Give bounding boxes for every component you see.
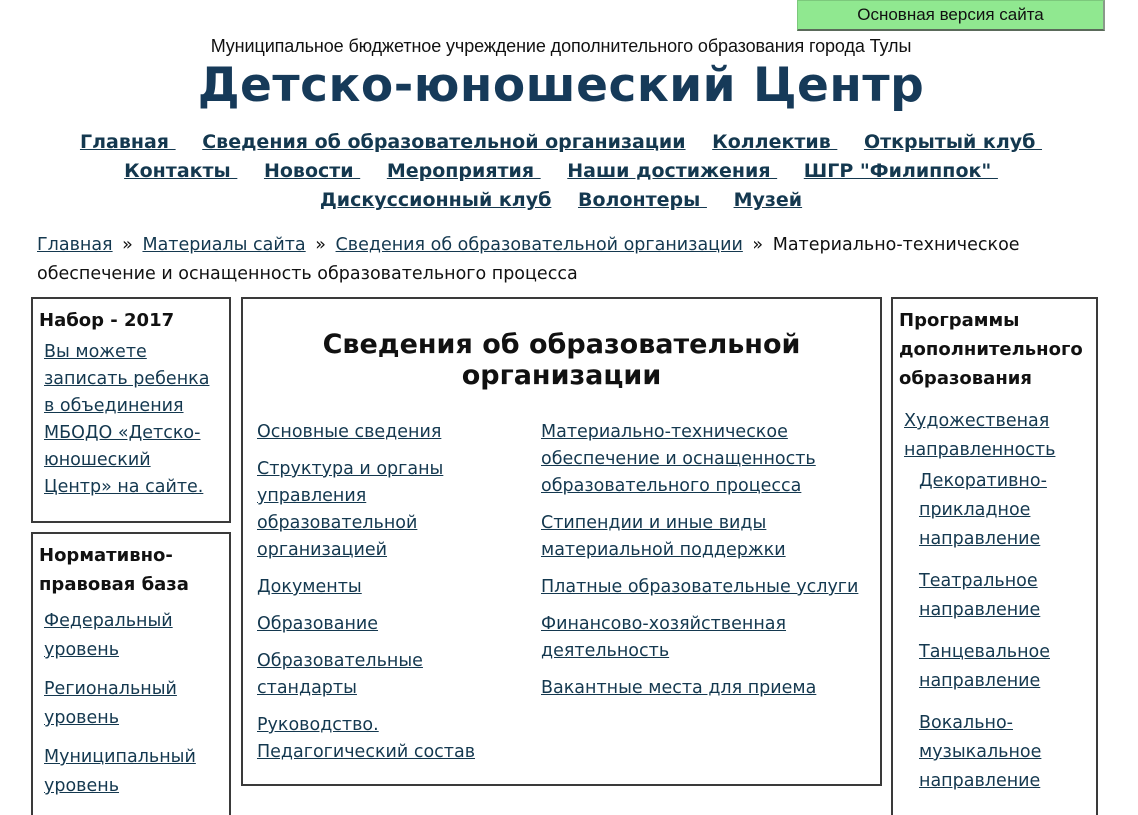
list-item bbox=[919, 638, 1090, 696]
programs-sub-list bbox=[919, 467, 1090, 796]
nav-about-org[interactable]: Сведения об образовательной организации bbox=[202, 131, 686, 153]
link-artistic-direction[interactable]: Художественая направленность bbox=[904, 411, 1056, 460]
link-documents[interactable]: Документы bbox=[257, 577, 362, 597]
enrollment-box bbox=[31, 297, 231, 523]
nav-home[interactable]: Главная bbox=[79, 131, 176, 153]
link-financial-activity[interactable]: Финансово-хозяйственная деятельность bbox=[541, 614, 787, 661]
breadcrumb-separator: » bbox=[122, 235, 133, 255]
list-item bbox=[919, 467, 1090, 554]
programs-title: Программы дополнительного образования bbox=[899, 310, 1083, 389]
normative-item-municipal bbox=[44, 743, 223, 801]
normative-link-federal[interactable]: Федеральный уровень bbox=[44, 611, 173, 660]
list-item bbox=[541, 611, 861, 665]
list-item bbox=[257, 574, 517, 601]
link-theatre[interactable]: Театральное направление bbox=[919, 571, 1041, 620]
nav-museum[interactable]: Музей bbox=[733, 189, 803, 211]
list-item bbox=[919, 709, 1090, 796]
breadcrumb-separator: » bbox=[315, 235, 326, 255]
link-paid-services[interactable]: Платные образовательные услуги bbox=[541, 577, 859, 597]
org-subtitle: Муниципальное бюджетное учреждение дополнительного образования города Тулы bbox=[210, 36, 912, 56]
link-basic-info[interactable]: Основные сведения bbox=[257, 422, 442, 442]
main-version-button[interactable]: Основная версия сайта bbox=[797, 0, 1105, 31]
list-item bbox=[257, 648, 517, 702]
list-item bbox=[257, 419, 517, 446]
site-title: Детско-юношеский Центр bbox=[197, 58, 925, 113]
link-dance[interactable]: Танцевальное направление bbox=[919, 642, 1050, 691]
normative-list bbox=[39, 607, 223, 801]
list-item bbox=[541, 510, 861, 564]
list-item bbox=[541, 419, 861, 500]
list-item bbox=[257, 611, 517, 638]
nav-volunteers[interactable]: Волонтеры bbox=[578, 189, 707, 211]
breadcrumb-current: Материально-техническое обеспечение и оснащенность образовательного процесса bbox=[37, 235, 1020, 284]
nav-open-club[interactable]: Открытый клуб bbox=[863, 131, 1043, 153]
link-standards[interactable]: Образовательные стандарты bbox=[257, 651, 423, 698]
nav-discussion-club[interactable]: Дискуссионный клуб bbox=[319, 189, 552, 211]
link-management-staff[interactable]: Руководство. Педагогический состав bbox=[257, 715, 476, 762]
normative-item-regional bbox=[44, 675, 223, 733]
nav-achievements[interactable]: Наши достижения bbox=[567, 160, 778, 182]
nav-contacts[interactable]: Контакты bbox=[124, 160, 238, 182]
list-item bbox=[257, 712, 517, 766]
link-vocal-music[interactable]: Вокально-музыкальное направление bbox=[919, 713, 1042, 791]
main-content-box bbox=[241, 297, 882, 786]
main-nav bbox=[30, 128, 1092, 215]
link-scholarships[interactable]: Стипендии и иные виды материальной поддержки bbox=[541, 513, 786, 560]
normative-base-box bbox=[31, 532, 231, 815]
nav-news[interactable]: Новости bbox=[263, 160, 361, 182]
link-material-technical[interactable]: Материально-техническое обеспечение и оснащенность образовательного процесса bbox=[541, 422, 816, 496]
nav-events[interactable]: Мероприятия bbox=[386, 160, 541, 182]
list-item bbox=[257, 456, 517, 564]
info-links-left bbox=[257, 419, 517, 776]
breadcrumb-home[interactable]: Главная bbox=[37, 235, 113, 255]
nav-filippok[interactable]: ШГР "Филиппок" bbox=[803, 160, 998, 182]
page-title: Сведения об образовательной организации bbox=[322, 329, 801, 391]
breadcrumb-materials[interactable]: Материалы сайта bbox=[142, 235, 306, 255]
link-vacancies[interactable]: Вакантные места для приема bbox=[541, 678, 817, 698]
link-structure[interactable]: Структура и органы управления образовательной организацией bbox=[257, 459, 444, 560]
list-item bbox=[541, 574, 861, 601]
enrollment-link[interactable]: Вы можете записать ребенка в объединения МБОДО «Детско-юношеский Центр» на сайте. bbox=[44, 342, 210, 497]
breadcrumb bbox=[37, 231, 1097, 289]
list-item bbox=[919, 567, 1090, 625]
list-item bbox=[541, 675, 861, 702]
normative-item-federal bbox=[44, 607, 223, 665]
normative-base-title: Нормативно-правовая база bbox=[39, 545, 189, 595]
link-decorative[interactable]: Декоративно-прикладное направление bbox=[919, 471, 1047, 549]
programs-box bbox=[891, 297, 1098, 815]
breadcrumb-separator: » bbox=[752, 235, 764, 255]
enrollment-title: Набор - 2017 bbox=[39, 310, 175, 331]
normative-link-municipal[interactable]: Муниципальный уровень bbox=[44, 747, 196, 796]
info-links-right bbox=[541, 419, 861, 712]
link-education[interactable]: Образование bbox=[257, 614, 379, 634]
normative-link-regional[interactable]: Региональный уровень bbox=[44, 679, 177, 728]
breadcrumb-about-org[interactable]: Сведения об образовательной организации bbox=[335, 235, 743, 255]
nav-team[interactable]: Коллектив bbox=[712, 131, 838, 153]
